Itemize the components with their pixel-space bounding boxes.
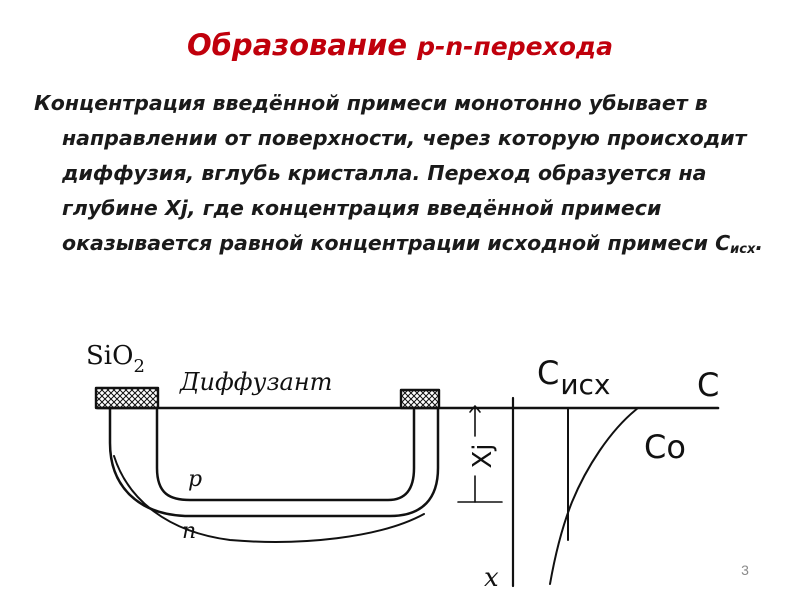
concentration-curve xyxy=(550,408,638,584)
slide-title xyxy=(0,28,800,62)
title-main: Образование xyxy=(187,28,418,62)
label-c: C xyxy=(697,366,720,404)
label-co: Co xyxy=(644,428,686,466)
label-x: x xyxy=(484,563,499,593)
title-sub: p-n-перехода xyxy=(417,32,613,61)
body-text xyxy=(34,86,774,267)
sio2-mask-left xyxy=(96,388,158,408)
sio2-mask-right xyxy=(401,390,439,408)
body-paragraph xyxy=(34,86,774,267)
label-p: p xyxy=(188,467,203,492)
page-number: 3 xyxy=(741,562,749,578)
paragraph-main-text: Концентрация введённой примеси монотонно убывает в направлении от поверхности, через которую происходит диффузия, вглубь кристалла. Переход образуется на глубине Xj, где концентрация введённой примеси оказывается равной концентрации исходной примеси C xyxy=(34,91,747,255)
pn-junction-diagram xyxy=(0,318,800,600)
label-c-init: Cисх xyxy=(537,354,611,401)
label-diffusant: Диффузант xyxy=(180,368,333,396)
label-sio2: SiO$_2$ xyxy=(86,341,145,377)
paragraph-subscript: исх xyxy=(730,242,756,257)
label-xj: Xj xyxy=(468,443,498,469)
label-n: n xyxy=(182,519,197,544)
paragraph-end: . xyxy=(755,231,764,255)
